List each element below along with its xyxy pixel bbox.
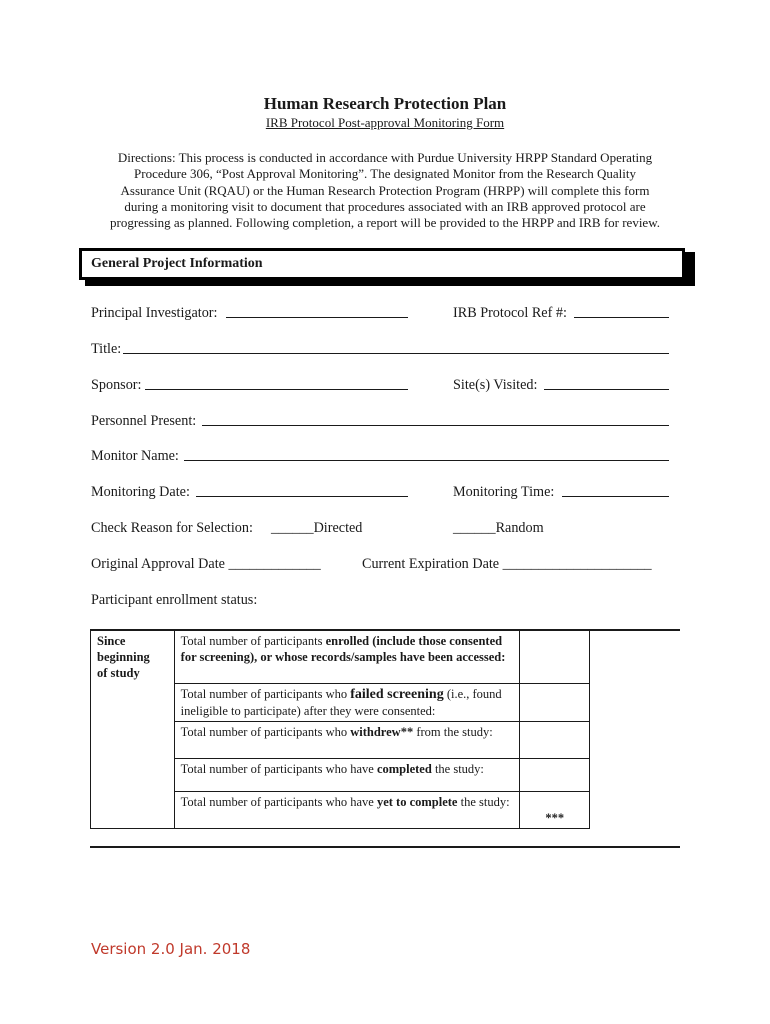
row-text-bold: withdrew**: [350, 725, 414, 739]
row-text: Total number of participants who have: [180, 795, 377, 809]
principal-investigator-label: Principal Investigator:: [91, 305, 218, 321]
title-field[interactable]: [123, 353, 669, 354]
yet-to-complete-count-field[interactable]: ***: [520, 792, 590, 829]
check-reason-label: Check Reason for Selection:: [91, 520, 253, 536]
enrollment-table: [90, 630, 590, 829]
row-text-bold: yet to complete: [376, 795, 458, 809]
directed-blank[interactable]: ______: [271, 520, 314, 536]
current-expiration-label: Current Expiration Date: [362, 556, 500, 572]
monitor-name-label: Monitor Name:: [91, 448, 179, 464]
section-header-title: General Project Information: [91, 256, 263, 271]
since-beginning-cell: [91, 631, 175, 829]
row-text-bold: failed screening: [350, 687, 444, 702]
directions-line: progressing as planned. Following completion, a report will be provided to the HRPP and IRB for review.: [110, 215, 660, 231]
irb-protocol-ref-field[interactable]: [574, 317, 669, 318]
sponsor-field[interactable]: [145, 389, 408, 390]
title-label: Title:: [91, 341, 122, 357]
sites-visited-label: Site(s) Visited:: [453, 377, 538, 393]
row-text: the study:: [431, 762, 484, 776]
personnel-present-field[interactable]: [202, 425, 669, 426]
row-text: Total number of participants who have: [180, 762, 377, 776]
current-expiration-blank[interactable]: _____________________: [502, 556, 652, 572]
table-bottom-divider: [90, 846, 680, 848]
document-subtitle: IRB Protocol Post-approval Monitoring Form: [265, 115, 505, 130]
completed-count-field[interactable]: [520, 759, 590, 792]
enrollment-status-label: Participant enrollment status:: [91, 592, 258, 608]
enrolled-description: [174, 631, 520, 684]
row-text: the study:: [457, 795, 510, 809]
since-label-line: Since: [97, 634, 126, 648]
monitoring-time-label: Monitoring Time:: [453, 484, 555, 500]
withdrew-description: [174, 722, 520, 759]
personnel-present-label: Personnel Present:: [91, 413, 197, 429]
since-label-line: of study: [97, 666, 140, 680]
monitoring-time-field[interactable]: [562, 496, 669, 497]
original-approval-blank[interactable]: _____________: [228, 556, 321, 572]
enrollment-table-wrap: [90, 630, 590, 829]
sponsor-label: Sponsor:: [91, 377, 142, 393]
principal-investigator-field[interactable]: [226, 317, 408, 318]
row-text: Total number of participants who: [180, 725, 351, 739]
sites-visited-field[interactable]: [544, 389, 669, 390]
original-approval-date[interactable]: [91, 556, 321, 573]
since-label-line: beginning: [97, 650, 150, 664]
failed-screening-count-field[interactable]: [520, 684, 590, 722]
directed-option[interactable]: [271, 520, 362, 537]
monitoring-date-label: Monitoring Date:: [91, 484, 190, 500]
monitor-name-field[interactable]: [184, 460, 669, 461]
irb-protocol-ref-label: IRB Protocol Ref #:: [453, 305, 567, 321]
table-row: [91, 631, 590, 684]
row-text: (i.e., found ineligible to participate) after they were consented:: [180, 687, 502, 718]
document-title: Human Research Protection Plan: [263, 94, 507, 113]
directed-label: Directed: [313, 520, 363, 536]
row-text: Total number of participants who: [180, 687, 351, 701]
completed-description: [174, 759, 520, 792]
current-expiration-date[interactable]: [362, 556, 652, 573]
directions-line: Directions: This process is conducted in accordance with Purdue University HRPP Standard Operating: [117, 150, 653, 165]
row-text: Total number of participants: [180, 634, 326, 648]
row-text: from the study:: [413, 725, 493, 739]
directions-line: during a monitoring visit to document that procedures associated with an IRB approved protocol are: [124, 198, 646, 214]
row-text-bold: enrolled (include those consented for screening), or whose records/samples have been accessed:: [180, 634, 506, 664]
directions-line: Assurance Unit (RQAU) or the Human Research Protection Program (HRPP) will complete this form: [120, 182, 650, 198]
enrolled-count-field[interactable]: [520, 631, 590, 684]
directions-line: Procedure 306, “Post Approval Monitoring”. The designated Monitor from the Research Quality: [134, 166, 636, 182]
yet-to-complete-description: [174, 792, 520, 829]
original-approval-label: Original Approval Date: [91, 556, 225, 572]
failed-screening-description: [174, 684, 520, 722]
withdrew-count-field[interactable]: [520, 722, 590, 759]
monitoring-date-field[interactable]: [196, 496, 408, 497]
random-blank[interactable]: ______: [453, 520, 496, 536]
row-text-bold: completed: [376, 762, 432, 776]
version-footer: Version 2.0 Jan. 2018: [91, 940, 251, 958]
random-option[interactable]: [453, 520, 544, 537]
random-label: Random: [495, 520, 544, 536]
directions-text: [88, 150, 682, 231]
